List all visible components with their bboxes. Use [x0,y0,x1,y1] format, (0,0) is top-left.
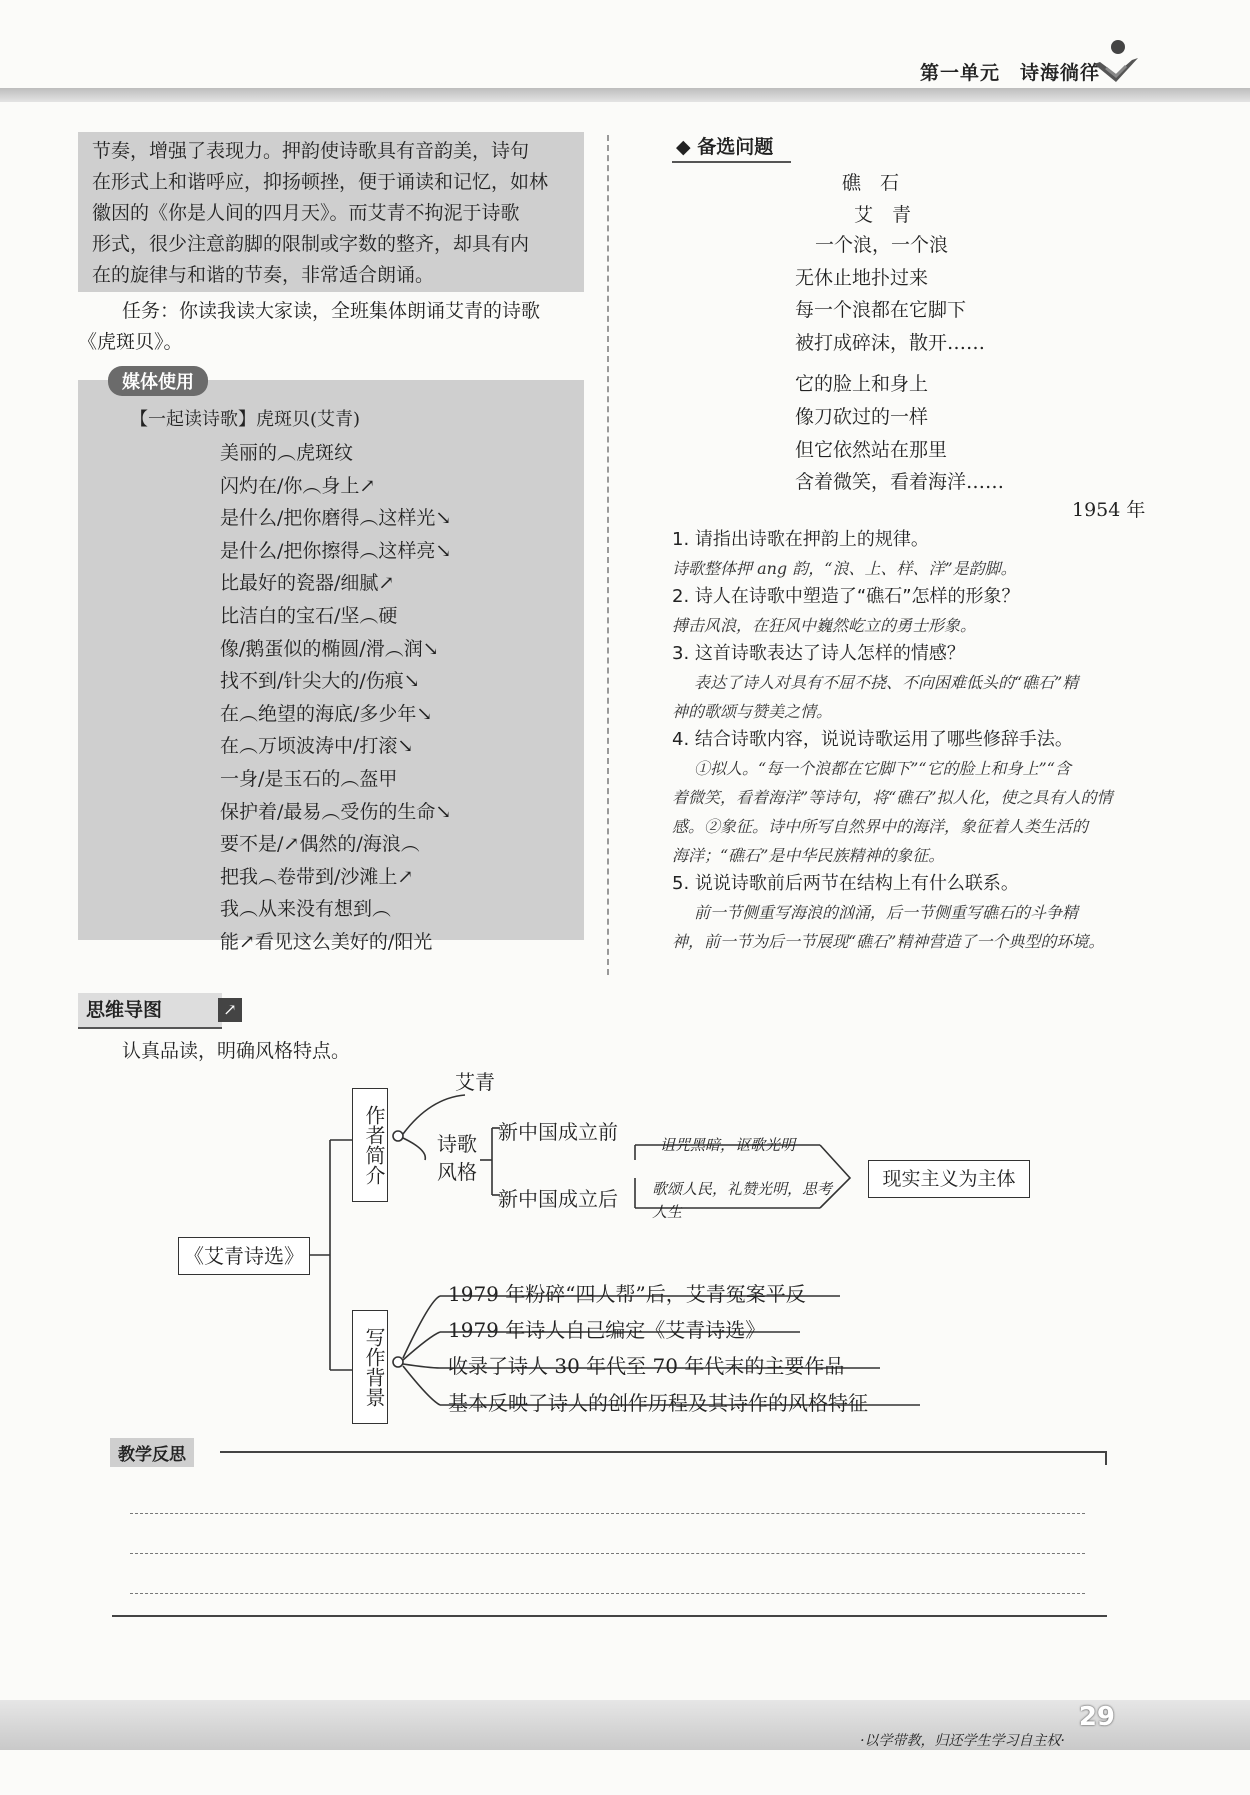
arrow-icon: ↗ [218,998,242,1022]
question-list: 1. 请指出诗歌在押韵上的规律。 诗歌整体押 ang 韵，“浪、上、样、洋”是韵脚。 2. 诗人在诗歌中塑造了“礁石”怎样的形象？ 搏击风浪，在狂风中巍然屹立的勇士形象。 3. 这首诗歌表达了诗人怎样的情感？ 表达了诗人对具有不屈不挠、不向困难低头的“礁石”精 神的歌颂与赞美之情。 4. 结合诗歌内容，说说诗歌运用了哪些修辞手法。 ①拟人。“每一个浪都在它脚下”“它的脸上和身上”“含 着微笑，看着海洋”等诗句，将“礁石”拟人化，使之具有人的情 感。②象征。诗中所写自然界中的海洋，象征着人类生活的 海洋；“礁石”是中华民族精神的象征。 5. 说说诗歌前后两节在结构上有什么联系。 前一节侧重写海浪的汹涌，后一节侧重写礁石的斗争精 神，前一节为后一节展现“礁石”精神营造了一个典型的环境。 [672,529,1113,951]
reflection-bottom-line [112,1615,1107,1617]
author-box: 作者简介 [352,1088,388,1202]
reflection-top-line [220,1451,1105,1453]
background-box: 写作背景 [352,1310,388,1424]
reflection-line-2 [130,1553,1085,1554]
diamond-icon: ◆ [676,136,698,158]
reflection-corner [1105,1451,1107,1465]
reflection-line-3 [130,1593,1085,1594]
page-number: 29 [1078,1702,1115,1732]
after-label: 新中国成立后 [498,1187,618,1211]
before-note: 诅咒黑暗，讴歌光明 [660,1136,796,1154]
author-name: 艾青 [455,1070,495,1094]
footer-slogan: ·以学带教，归还学生学习自主权· [860,1733,1065,1749]
style-label: 诗歌风格 [437,1132,477,1184]
poem-author: 艾 青 [854,204,912,226]
bg-item-1: 1979 年粉碎“四人帮”后，艾青冤案平反 [448,1282,806,1306]
task-text: 任务：你读我读大家读，全班集体朗诵艾青的诗歌 《虎斑贝》。 [78,300,541,353]
media-title: 【一起读诗歌】虎斑贝(艾青) [130,409,361,430]
bg-item-3: 收录了诗人 30 年代至 70 年代末的主要作品 [448,1354,845,1378]
media-tag: 媒体使用 [108,366,208,396]
before-label: 新中国成立前 [498,1120,618,1144]
bg-item-2: 1979 年诗人自己编定《艾青诗选》 [448,1318,766,1342]
poem-jiaoshi: 一个浪，一个浪 无休止地扑过来 每一个浪都在它脚下 被打成碎沫，散开…… 它的脸上和身上 像刀砍过的一样 但它依然站在那里 含着微笑，看着海洋…… [795,234,1005,494]
mindmap-intro: 认真品读，明确风格特点。 [122,1040,351,1062]
reflection-line-1 [130,1513,1085,1514]
after-note: 歌颂人民，礼赞光明，思考人生 [652,1180,833,1221]
reflection-tag: 教学反思 [110,1438,194,1467]
backup-questions-tag: ◆ 备选问题 [672,132,791,163]
mindmap-tag: 思维导图 [78,993,222,1029]
realism-box: 现实主义为主体 [868,1160,1030,1198]
unit-title: 第一单元 诗海徜徉 [919,62,1100,84]
mindmap-root: 《艾青诗选》 [178,1237,310,1275]
poem-hubanbei: 美丽的︵虎斑纹 闪灼在/你︵身上↗ 是什么/把你磨得︵这样光↘ 是什么/把你擦得︵这样亮↘ 比最好的瓷器/细腻↗ 比洁白的宝石/坚︵硬 像/鹅蛋似的椭圆/滑︵润↘ 找不到/针尖大的/伤痕↘ 在︵绝望的海底/多少年↘ 在︵万顷波涛中/打滚↘ 一身/是玉石的︵盔甲 保护着/最易︵受伤的生命↘ 要不是/↗偶然的/海浪︵ 把我︵卷带到/沙滩上↗ 我︵从来没有想到︵ 能↗看见这么美好的/阳光 [220,442,452,953]
intro-text: 节奏，增强了表现力。押韵使诗歌具有音韵美，诗句 在形式上和谐呼应，抑扬顿挫，便于诵读和记忆，如林 徽因的《你是人间的四月天》。而艾青不拘泥于诗歌 形式，很少注意韵脚的限制或字数的整齐，却具有内 在的旋律与和谐的节奏，非常适合朗诵。 [92,140,549,286]
poem-title: 礁 石 [842,172,900,194]
poem-year: 1954 年 [1072,499,1146,521]
bg-item-4: 基本反映了诗人的创作历程及其诗作的风格特征 [448,1391,868,1415]
